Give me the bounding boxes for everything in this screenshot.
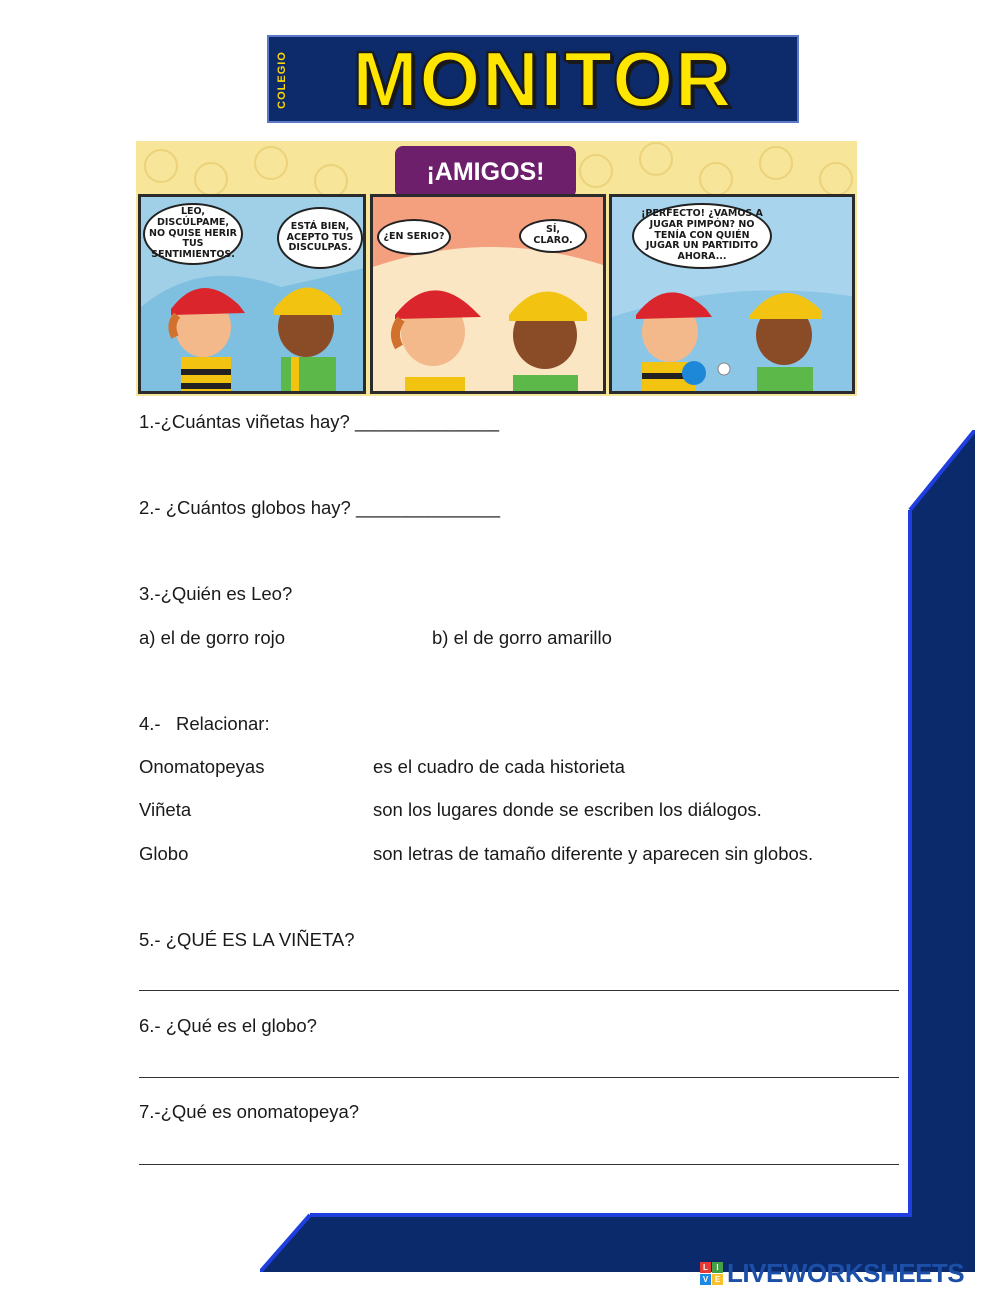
option-b[interactable]: b) el de gorro amarillo xyxy=(432,627,612,648)
brand-cubes-icon: L I V E xyxy=(700,1262,723,1285)
match-term[interactable]: Viñeta xyxy=(139,799,192,820)
school-logo xyxy=(267,35,799,123)
question-7: 7.-¿Qué es onomatopeya? xyxy=(139,1101,360,1122)
speech-bubble: ESTÁ BIEN, ACEPTO TUS DISCULPAS. xyxy=(277,207,363,269)
question-5: 5.- ¿QUÉ ES LA VIÑETA? xyxy=(139,929,355,950)
match-definition[interactable]: es el cuadro de cada historieta xyxy=(373,756,625,777)
option-a[interactable]: a) el de gorro rojo xyxy=(139,627,286,648)
question-3: 3.-¿Quién es Leo? xyxy=(139,583,293,604)
speech-bubble: SÍ, CLARO. xyxy=(519,219,587,253)
page-frame-border xyxy=(260,430,975,1272)
brand-name: LIVEWORKSHEETS xyxy=(727,1258,965,1288)
match-term[interactable]: Onomatopeyas xyxy=(139,756,265,777)
speech-bubble: ¡PERFECTO! ¿VAMOS A JUGAR PIMPÓN? NO TENÍA CON QUIÉN JUGAR UN PARTIDITO AHORA... xyxy=(632,203,772,269)
match-definition[interactable]: son letras de tamaño diferente y aparecen sin globos. xyxy=(373,843,814,864)
question-4: 4.- Relacionar: xyxy=(139,713,270,734)
comic-panel-3 xyxy=(609,194,855,394)
question-2: 2.- ¿Cuántos globos hay? ______________ xyxy=(139,497,501,518)
comic-panel-2 xyxy=(370,194,606,394)
logo-side-text: COLEGIO xyxy=(276,51,289,109)
logo-main-text: MONITOR xyxy=(352,34,734,123)
question-1: 1.-¿Cuántas viñetas hay? ______________ xyxy=(139,411,499,432)
comic-title: ¡AMIGOS! xyxy=(395,146,576,198)
speech-bubble: ¿EN SERIO? xyxy=(377,219,451,255)
liveworksheets-watermark xyxy=(700,1258,964,1289)
match-definition[interactable]: son los lugares donde se escriben los diálogos. xyxy=(373,799,762,820)
match-term[interactable]: Globo xyxy=(139,843,189,864)
comic-panel-1 xyxy=(138,194,366,394)
question-6: 6.- ¿Qué es el globo? xyxy=(139,1015,317,1036)
speech-bubble: LEO, DISCÚLPAME, NO QUISE HERIR TUS SENTIMIENTOS. xyxy=(143,203,243,265)
